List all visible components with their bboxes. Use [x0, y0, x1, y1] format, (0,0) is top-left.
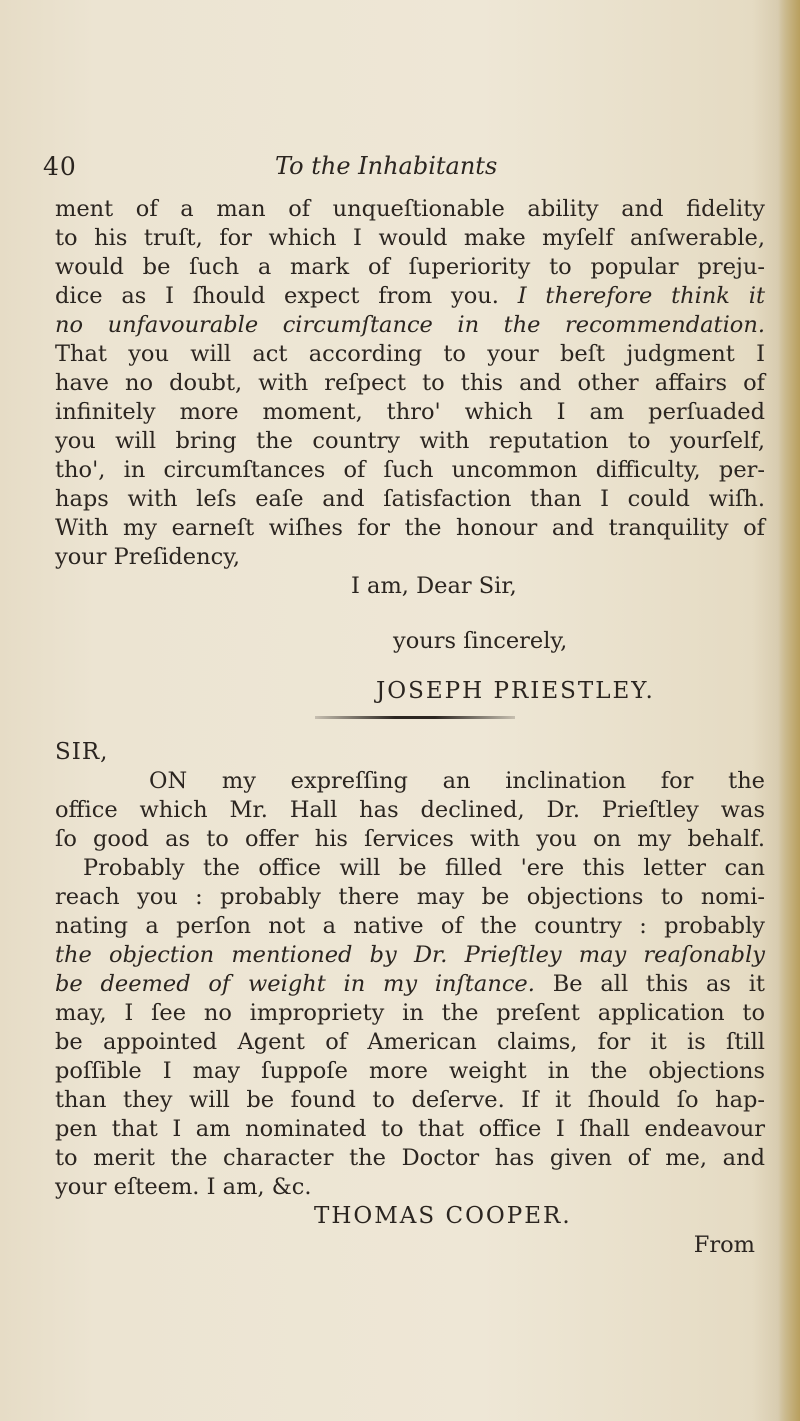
greeting: SIR, — [55, 739, 109, 765]
page-edge — [778, 0, 800, 1421]
text-line: you will bring the country with reputation to yourſelf, — [55, 428, 765, 454]
text-line — [55, 941, 765, 970]
text-line: Probably the office will be filled 'ere this letter can — [83, 855, 765, 881]
text-line — [55, 970, 765, 999]
text-line: nating a perſon not a native of the country : probably — [55, 913, 765, 939]
text-line: be appointed Agent of American claims, for it is ſtill — [55, 1029, 765, 1055]
signature: THOMAS COOPER. — [314, 1203, 572, 1229]
text-line: pen that I am nominated to that office I ſhall endeavour — [55, 1116, 765, 1142]
text-line: would be ſuch a mark of ſuperiority to popular preju- — [55, 254, 765, 280]
text-line: tho', in circumſtances of ſuch uncommon difficulty, per- — [55, 457, 765, 483]
text-line: than they will be found to deſerve. If it ſhould ſo hap- — [55, 1087, 765, 1113]
text-line: to merit the character the Doctor has given of me, and — [55, 1145, 765, 1171]
text-line: reach you : probably there may be objections to nomi- — [55, 884, 765, 910]
italic-fragment: be deemed of weight in my inſtance. — [55, 971, 535, 997]
letter-priestley — [55, 195, 765, 704]
text-line: infinitely more moment, thro' which I am perſuaded — [55, 399, 765, 425]
text-line: ON my expreſſing an inclination for the — [149, 768, 765, 794]
italic-fragment: no unfavourable circumſtance in the recommendation. — [55, 312, 765, 338]
italic-fragment: the objection mentioned by Dr. Prieſtley may reaſonably — [55, 942, 765, 968]
divider-rule — [315, 716, 515, 719]
text-line: office which Mr. Hall has declined, Dr. Prieſtley was — [55, 797, 765, 823]
text-line: That you will act according to your beſt judgment I — [55, 341, 765, 367]
page-number: 40 — [43, 152, 77, 181]
text-line: ſo good as to offer his ſervices with you on my behalf. — [55, 826, 765, 852]
running-head: To the Inhabitants — [275, 152, 498, 180]
signature: JOSEPH PRIESTLEY. — [376, 678, 655, 704]
text-line: ment of a man of unqueſtionable ability and fidelity — [55, 196, 765, 222]
text-line: haps with leſs eaſe and ſatisfaction than I could wiſh. — [55, 486, 765, 512]
text-line: With my earneſt wiſhes for the honour and tranquility of — [55, 515, 765, 541]
text-line — [55, 311, 765, 340]
salutation: I am, Dear Sir, — [351, 573, 517, 599]
valediction: yours ſincerely, — [393, 628, 568, 654]
text-line: to his truſt, for which I would make myſelf anſwerable, — [55, 225, 765, 251]
text-line: your eſteem. I am, &c. — [55, 1174, 312, 1200]
text-line — [55, 282, 765, 311]
text-line: poſſible I may ſuppoſe more weight in the objections — [55, 1058, 765, 1084]
text-fragment: Be all this as it — [552, 971, 765, 997]
page-header — [43, 152, 743, 192]
text-line: have no doubt, with reſpect to this and other affairs of — [55, 370, 765, 396]
closing — [55, 572, 765, 706]
text-line: your Preſidency, — [55, 544, 241, 570]
letter-cooper — [55, 738, 765, 1260]
italic-fragment: I therefore think it — [517, 283, 765, 309]
catchword: From — [693, 1232, 755, 1258]
text-line: may, I ſee no impropriety in the preſent application to — [55, 1000, 765, 1026]
text-fragment: dice as I ſhould expect from you. — [55, 283, 499, 309]
